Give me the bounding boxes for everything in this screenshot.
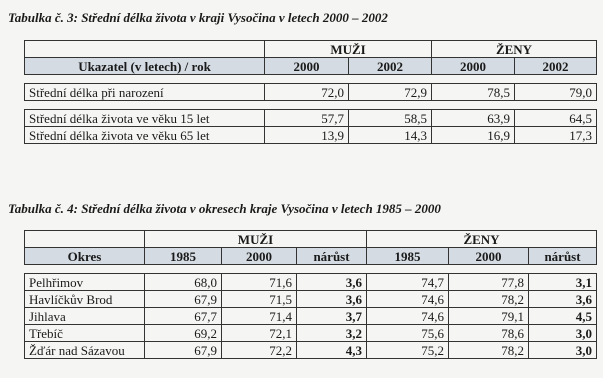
table4-district-header: Okres bbox=[25, 248, 145, 265]
table4-column-header: 2000 bbox=[222, 248, 297, 265]
table-cell: 74,6 bbox=[367, 308, 449, 325]
table3-year-header: 2000 bbox=[432, 58, 515, 75]
row-label: Střední délka života ve věku 15 let bbox=[25, 110, 265, 127]
table3-year-header: 2000 bbox=[265, 58, 349, 75]
table-cell: 79,1 bbox=[449, 308, 529, 325]
table4-column-header: 1985 bbox=[145, 248, 222, 265]
table-cell: 79,0 bbox=[515, 84, 597, 101]
table-row bbox=[25, 291, 597, 308]
increase-cell: 3,2 bbox=[297, 325, 367, 342]
life-expectancy-districts-table bbox=[24, 230, 597, 359]
table-cell: 57,7 bbox=[265, 110, 349, 127]
table-cell: 72,0 bbox=[265, 84, 349, 101]
table-row bbox=[25, 127, 597, 144]
increase-cell: 4,5 bbox=[529, 308, 597, 325]
table-cell: 75,6 bbox=[367, 325, 449, 342]
table-cell: 71,5 bbox=[222, 291, 297, 308]
table-cell: 68,0 bbox=[145, 274, 222, 291]
table3-men-header: MUŽI bbox=[265, 41, 432, 58]
row-label: Střední délka při narození bbox=[25, 84, 265, 101]
table-cell: 74,7 bbox=[367, 274, 449, 291]
table4-men-header: MUŽI bbox=[145, 231, 367, 248]
table-cell: 74,6 bbox=[367, 291, 449, 308]
table3-header-row bbox=[25, 58, 597, 75]
life-expectancy-region-table bbox=[24, 40, 597, 144]
district-label: Pelhřimov bbox=[25, 274, 145, 291]
table-cell: 78,6 bbox=[449, 325, 529, 342]
table-cell: 77,8 bbox=[449, 274, 529, 291]
table4-column-header: 2000 bbox=[449, 248, 529, 265]
table4-column-header: nárůst bbox=[297, 248, 367, 265]
district-label: Jihlava bbox=[25, 308, 145, 325]
increase-cell: 3,6 bbox=[529, 291, 597, 308]
table-cell: 78,2 bbox=[449, 291, 529, 308]
table-cell: 72,2 bbox=[222, 342, 297, 359]
table-row bbox=[25, 274, 597, 291]
row-label: Střední délka života ve věku 65 let bbox=[25, 127, 265, 144]
increase-cell: 3,0 bbox=[529, 342, 597, 359]
increase-cell: 3,6 bbox=[297, 291, 367, 308]
table3-year-header: 2002 bbox=[515, 58, 597, 75]
table-cell: 58,5 bbox=[349, 110, 432, 127]
table-row bbox=[25, 342, 597, 359]
table-cell: 72,9 bbox=[349, 84, 432, 101]
table3-caption: Tabulka č. 3: Střední délka života v kraji Vysočina v letech 2000 – 2002 bbox=[8, 10, 388, 25]
table-cell: 64,5 bbox=[515, 110, 597, 127]
increase-cell: 3,0 bbox=[529, 325, 597, 342]
table-cell: 67,9 bbox=[145, 342, 222, 359]
district-label: Havlíčkův Brod bbox=[25, 291, 145, 308]
table-cell: 16,9 bbox=[432, 127, 515, 144]
table-cell: 71,4 bbox=[222, 308, 297, 325]
table-cell: 67,7 bbox=[145, 308, 222, 325]
table4-column-header: nárůst bbox=[529, 248, 597, 265]
table4-header-row bbox=[25, 248, 597, 265]
table-cell: 67,9 bbox=[145, 291, 222, 308]
table-row bbox=[25, 308, 597, 325]
district-label: Třebíč bbox=[25, 325, 145, 342]
table3-corner-cell bbox=[25, 41, 265, 58]
table4-women-header: ŽENY bbox=[367, 231, 597, 248]
increase-cell: 3,7 bbox=[297, 308, 367, 325]
table-cell: 78,2 bbox=[449, 342, 529, 359]
table-cell: 78,5 bbox=[432, 84, 515, 101]
table-row bbox=[25, 84, 597, 101]
increase-cell: 4,3 bbox=[297, 342, 367, 359]
table-cell: 63,9 bbox=[432, 110, 515, 127]
table-cell: 69,2 bbox=[145, 325, 222, 342]
table-cell: 13,9 bbox=[265, 127, 349, 144]
table-cell: 14,3 bbox=[349, 127, 432, 144]
table4-group-row bbox=[25, 231, 597, 248]
table4-column-header: 1985 bbox=[367, 248, 449, 265]
increase-cell: 3,6 bbox=[297, 274, 367, 291]
table3-year-header: 2002 bbox=[349, 58, 432, 75]
table3-indicator-header: Ukazatel (v letech) / rok bbox=[25, 58, 265, 75]
table4-caption: Tabulka č. 4: Střední délka života v okresech kraje Vysočina v letech 1985 – 2000 bbox=[8, 201, 441, 216]
table4-corner-cell bbox=[25, 231, 145, 248]
table3-women-header: ŽENY bbox=[432, 41, 597, 58]
table-cell: 71,6 bbox=[222, 274, 297, 291]
table-row bbox=[25, 325, 597, 342]
table-cell: 17,3 bbox=[515, 127, 597, 144]
increase-cell: 3,1 bbox=[529, 274, 597, 291]
table3-group-row bbox=[25, 41, 597, 58]
district-label: Žďár nad Sázavou bbox=[25, 342, 145, 359]
table-cell: 75,2 bbox=[367, 342, 449, 359]
table-row bbox=[25, 110, 597, 127]
table-cell: 72,1 bbox=[222, 325, 297, 342]
